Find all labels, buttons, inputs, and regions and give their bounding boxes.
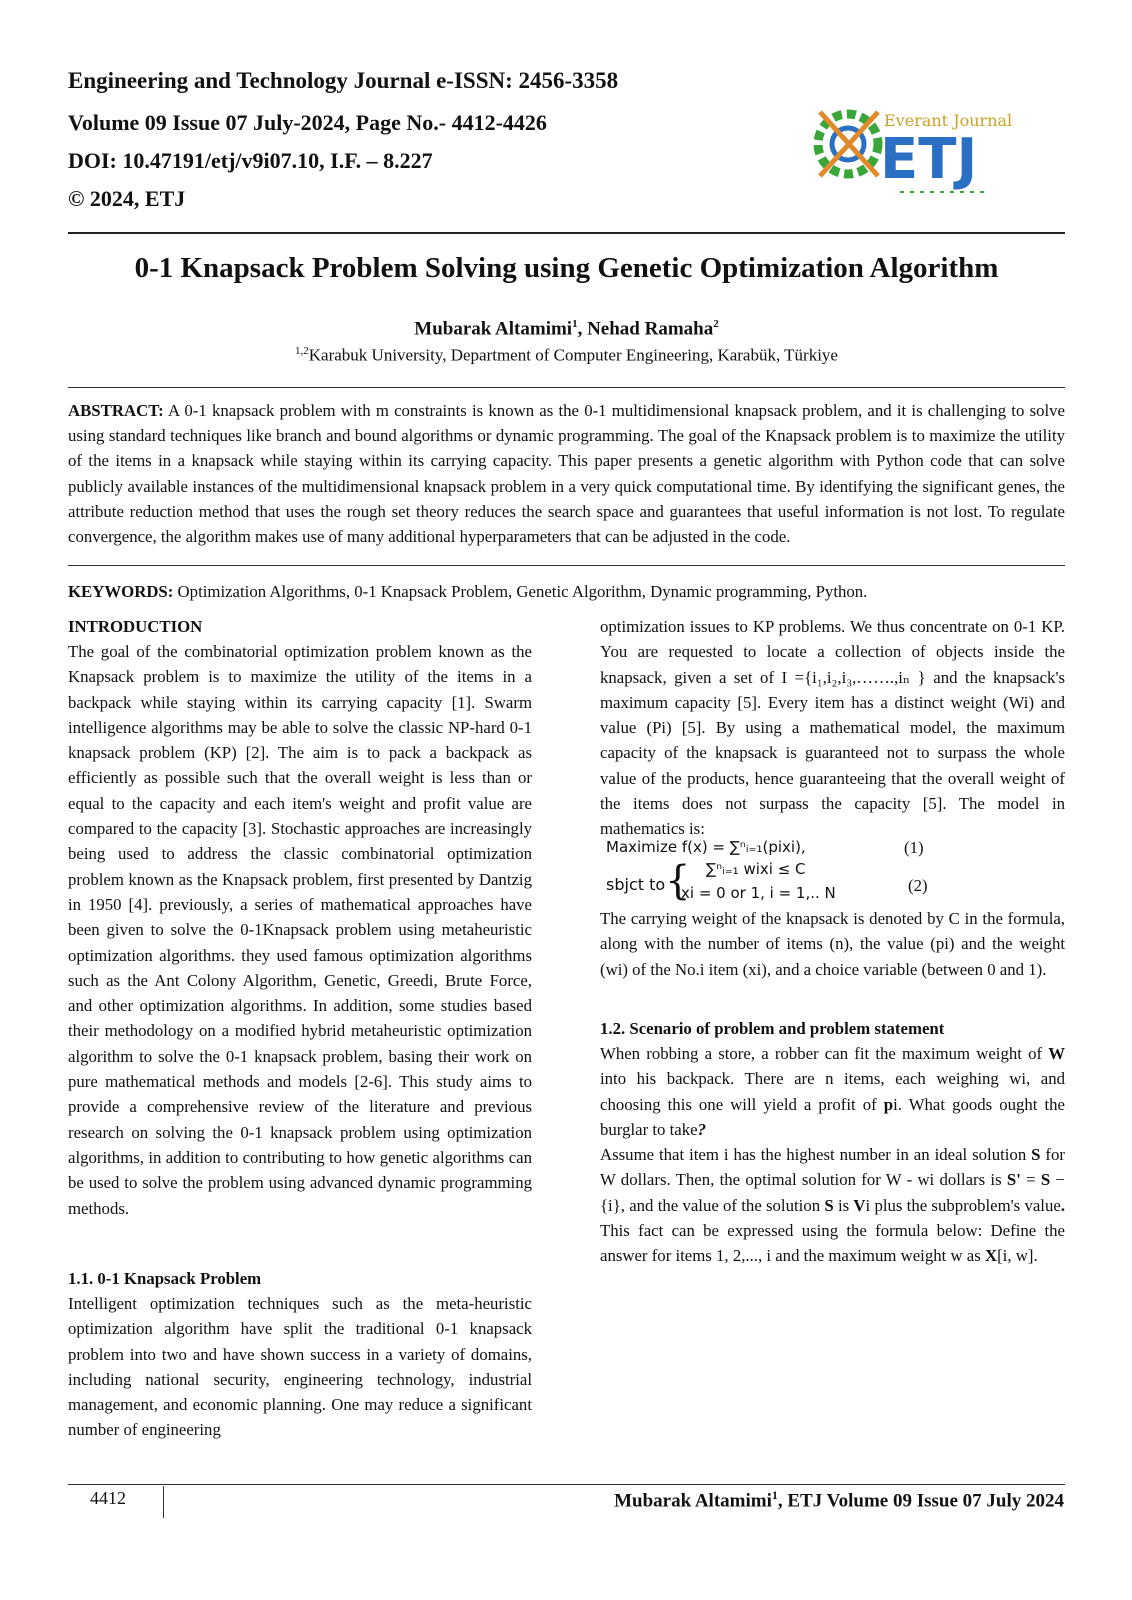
equation-2-number: (2) <box>908 876 928 895</box>
p4-bold-dot: . <box>1060 1195 1066 1215</box>
abstract-top-rule <box>68 387 1065 388</box>
equation-2-prefix: sbjct to <box>606 875 666 894</box>
section-1-1-heading: 1.1. 0-1 Knapsack Problem <box>68 1269 262 1288</box>
volume-info: Volume 09 Issue 07 July-2024, Page No.- 4412-4426 <box>68 110 547 135</box>
author-1: Mubarak Altamimi <box>414 318 573 340</box>
author-separator: , <box>577 318 588 340</box>
p4-text-g: This fact can be expressed using the formula below: Define the answer for items 1, 2,..., i and the maximum weight w as <box>600 1220 1065 1266</box>
p4-text-h: [i, w]. <box>997 1246 1038 1266</box>
p4-text-c: = <box>1020 1170 1041 1190</box>
right-para-3 <box>600 1041 1065 1142</box>
author-line <box>68 318 1065 340</box>
footer-author: Mubarak Altamimi <box>614 1490 772 1512</box>
equation-1-number: (1) <box>904 838 924 857</box>
journal-name: Engineering and Technology Journal e-ISSN: 2456-3358 <box>68 68 619 93</box>
p3-bold-p: p <box>883 1094 894 1114</box>
p3-text-c: i. What goods ought the burglar to take <box>600 1094 1065 1139</box>
p4-bold-s: S <box>1031 1145 1041 1164</box>
section-1-1-text: Intelligent optimization techniques such as the meta-heuristic optimization algorithm have split the traditional 0-1 knapsack problem into two and have shown success in a variety of domains, including national security, engineering technology, industrial management, and economic planning. One may reduce a significant number of engineering <box>68 1294 532 1440</box>
section-1-2-heading: 1.2. Scenario of problem and problem statement <box>600 1019 945 1038</box>
equation-2-brace: { <box>665 858 691 904</box>
equation-2-line-2: xi = 0 or 1, i = 1,.. N <box>681 884 836 902</box>
header-rule <box>68 232 1065 234</box>
equation-1: Maximize f(x) = ∑ⁿᵢ₌₁(pixi), <box>606 838 806 856</box>
author-2-sup: 2 <box>713 318 719 330</box>
author-1-sup: 1 <box>572 318 578 330</box>
right-para-1: optimization issues to KP problems. We thus concentrate on 0-1 KP. You are requested to locate a collection of objects inside the knapsack, given a set of I ={i₁,i₂,i₃,…….,iₙ } and the knapsack's maximum capacity [5]. Every item has a distinct weight (Wi) and value (Pi) [5]. By using a mathematical model, the maximum capacity of the knapsack is guaranteed not to surpass the whole value of the products, hence guaranteeing that the overall weight of the items does not surpass the capacity [5]. The model in mathematics is: <box>600 617 1065 839</box>
keywords <box>68 580 1065 604</box>
p4-bold-s-2: S <box>1040 1170 1051 1190</box>
right-para-4 <box>600 1142 1065 1268</box>
author-2: Nehad Ramaha <box>587 318 714 340</box>
p4-text-d: − {i}, and the value of the solution <box>600 1170 1065 1215</box>
keywords-text: Optimization Algorithms, 0-1 Knapsack Problem, Genetic Algorithm, Dynamic programming, Python. <box>173 582 868 601</box>
p4-text-f: i plus the subproblem's value <box>865 1195 1061 1215</box>
copyright-info: © 2024, ETJ <box>68 186 186 211</box>
abstract-text: A 0-1 knapsack problem with m constraints is known as the 0-1 multidimensional knapsack problem, and it is challenging to solve using standard techniques like branch and bound algorithms or dynamic programming. The goal of the Knapsack problem is to maximize the utility of the items in a knapsack while staying within its carrying capacity. This paper presents a genetic algorithm with Python code that can solve publicly available instances of the multidimensional knapsack problem in a very quick computational time. By identifying the significant genes, the attribute reduction method that uses the rough set theory reduces the search space and guarantees that useful information is not lost. To regulate convergence, the algorithm makes use of many additional hyperparameters that can be adjusted in the code. <box>68 401 1065 547</box>
abstract-bottom-rule <box>68 565 1065 566</box>
doi-info: DOI: 10.47191/etj/v9i07.10, I.F. – 8.227 <box>68 148 433 173</box>
affiliation-text: Karabuk University, Department of Computer Engineering, Karabük, Türkiye <box>308 345 838 365</box>
p4-bold-s-3: S <box>824 1195 834 1215</box>
paper-title: 0-1 Knapsack Problem Solving using Genetic Optimization Algorithm <box>134 252 999 284</box>
abstract <box>68 398 1065 549</box>
p4-bold-x: X <box>984 1246 998 1266</box>
footer-rest: , ETJ Volume 09 Issue 07 July 2024 <box>777 1490 1064 1512</box>
logo-text: Everant Journal <box>884 111 1013 130</box>
p4-text-a: Assume that item i has the highest number in an ideal solution <box>600 1145 1032 1164</box>
etj-logo <box>800 92 1030 212</box>
p3-question-mark: ? <box>697 1119 706 1139</box>
page-number: 4412 <box>90 1488 126 1508</box>
footer-rule <box>68 1484 1065 1485</box>
affiliation <box>68 345 1065 366</box>
equation-2-line-1: ∑ⁿᵢ₌₁ wixi ≤ C <box>706 860 806 878</box>
keywords-label: KEYWORDS: <box>68 582 174 601</box>
abstract-label: ABSTRACT: <box>68 401 164 420</box>
logo-mark: ETJ <box>880 127 978 192</box>
running-footer <box>614 1488 1064 1512</box>
p3-text-b: into his backpack. There are n items, each weighing wi, and choosing this one will yield a profit of <box>600 1069 1065 1114</box>
intro-text: The goal of the combinatorial optimization problem known as the Knapsack problem is to maximize the utility of the items in a backpack while staying within its carrying capacity [1]. Swarm intelligence algorithms may be able to solve the classic NP-hard 0-1 knapsack problem (KP) [2]. The aim is to pack a backpack as efficiently as possible such that the overall weight is less than or equal to the capacity and each item's weight and profit value are compared to the capacity [3]. Stochastic approaches are increasingly being used to address the classic combinatorial optimization problem known as the Knapsack problem, first presented by Dantzig in 1950 [4]. previously, a series of mathematical approaches have been given to solve the 0-1Knapsack problem using metaheuristic optimization algorithms. they used famous optimization algorithms such as the Ant Colony Algorithm, Genetic, Greedi, Brute Force, and other optimization algorithms. In addition, some studies based their methodology on a modified hybrid metaheuristic optimization algorithm to solve the 0-1 knapsack problem, basing their work on pure mathematical methods and models [2-6]. This study aims to provide a comprehensive review of the literature and previous research on solving the 0-1 knapsack problem using optimization algorithms, in addition to contributing to how genetic algorithms can be used to solve the problem using advanced dynamic programming methods. <box>68 642 532 1218</box>
footer-sup: 1 <box>771 1488 778 1502</box>
gear-icon <box>818 112 878 176</box>
p4-bold-s-prime: S' <box>1006 1170 1021 1190</box>
p4-text-b: for W dollars. Then, the optimal solution for W - wi dollars is <box>600 1145 1066 1190</box>
p3-bold-w: W <box>1048 1044 1065 1063</box>
footer-separator <box>163 1486 164 1518</box>
right-para-2: The carrying weight of the knapsack is denoted by C in the formula, along with the number of items (n), the value (pi) and the weight (wi) of the No.i item (xi), and a choice variable (between 0 and 1). <box>600 909 1065 979</box>
intro-heading: INTRODUCTION <box>68 617 203 636</box>
affiliation-sup: 1,2 <box>295 345 309 357</box>
p4-text-e: is <box>833 1195 854 1215</box>
p4-bold-v: V <box>853 1195 866 1215</box>
p3-text-a: When robbing a store, a robber can fit the maximum weight of <box>600 1044 1049 1063</box>
